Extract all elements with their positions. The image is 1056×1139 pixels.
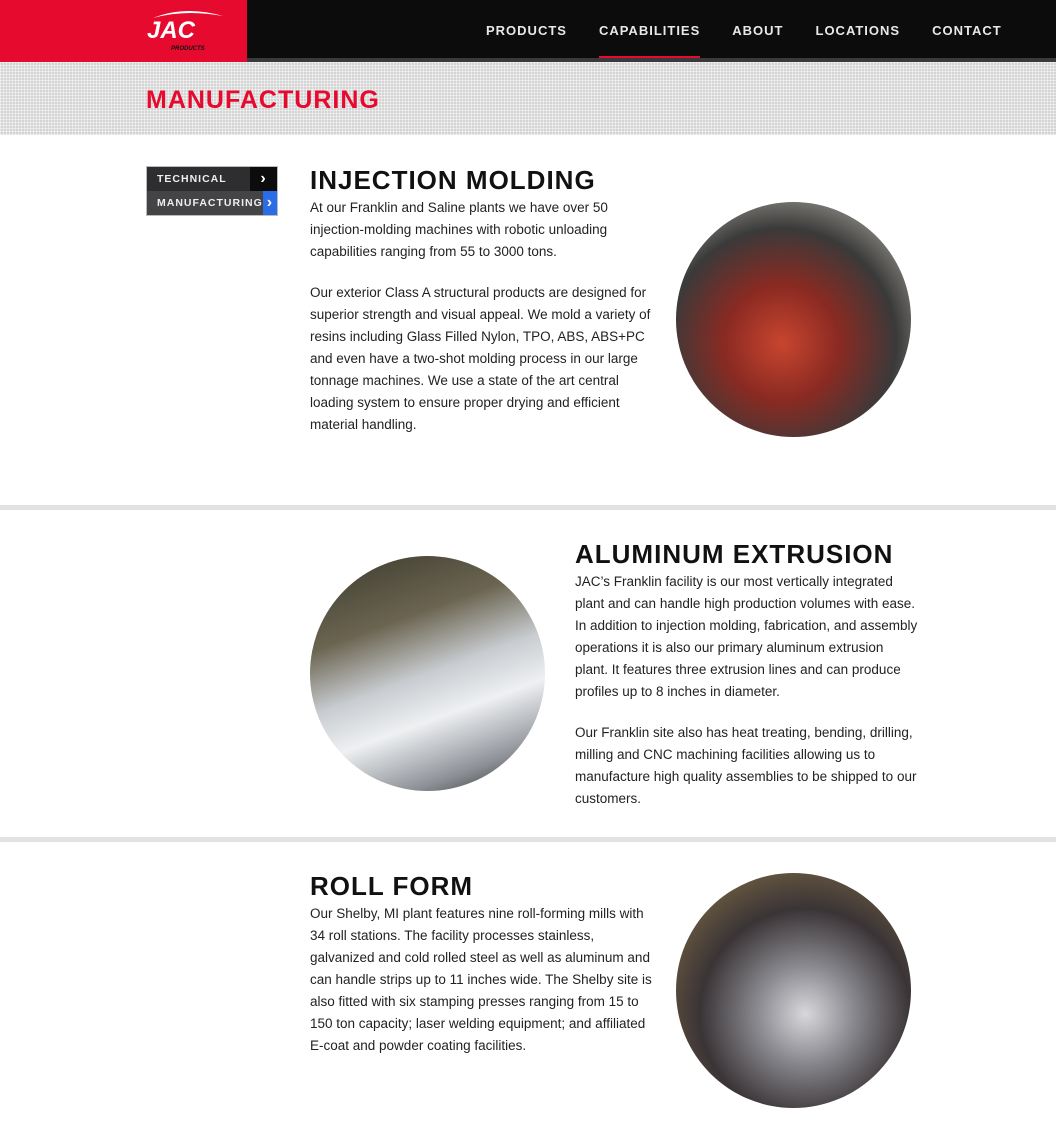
paragraph: Our exterior Class A structural products are designed for superior strength and visual appeal. We mold a variety of resins including Glass Filled Nylon, TPO, ABS, ABS+PC and even have a two-shot molding process in our large tonnage machines. We use a state of the art central loading system to ensure proper drying and efficient material handling. — [310, 285, 651, 432]
sidebar-item-label: TECHNICAL — [157, 173, 227, 185]
section-text-aluminum-extrusion — [575, 571, 920, 810]
svg-text:JAC: JAC — [147, 17, 196, 44]
nav-contact[interactable]: CONTACT — [932, 23, 1002, 38]
main-nav — [470, 0, 1018, 58]
section-title-aluminum-extrusion: ALUMINUM EXTRUSION — [575, 539, 894, 569]
aluminum-extrusion-image — [310, 556, 545, 791]
section-title-roll-form: ROLL FORM — [310, 871, 474, 901]
section-title-injection-molding: INJECTION MOLDING — [310, 165, 596, 195]
paragraph: At our Franklin and Saline plants we have over 50 injection-molding machines with robotic unloading capabilities ranging from 55 to 3000 tons. — [310, 200, 608, 259]
roll-form-image — [676, 873, 911, 1108]
section-divider — [0, 505, 1056, 510]
svg-text:PRODUCTS: PRODUCTS — [171, 46, 205, 52]
nav-products[interactable]: PRODUCTS — [486, 23, 567, 38]
paragraph: Our Shelby, MI plant features nine roll-forming mills with 34 roll stations. The facility processes stainless, galvanized and cold rolled steel as well as aluminum and can handle strips up to 11 inches wide. The Shelby site is also fitted with six stamping presses ranging from 15 to 150 ton capacity; laser welding equipment; and affiliated E-coat and powder coating facilities. — [310, 906, 652, 1053]
sidebar-item-manufacturing[interactable] — [147, 191, 277, 215]
sidebar-menu — [146, 166, 278, 216]
section-text-injection-molding — [310, 197, 655, 436]
nav-locations[interactable]: LOCATIONS — [815, 23, 901, 38]
nav-capabilities[interactable]: CAPABILITIES — [583, 0, 716, 58]
section-divider — [0, 837, 1056, 842]
paragraph: JAC’s Franklin facility is our most vertically integrated plant and can handle high production volumes with ease. In addition to injection molding, fabrication, and assembly operations it is also our primary aluminum extrusion plant. It features three extrusion lines and can produce profiles up to 8 inches in diameter. — [575, 574, 918, 699]
paragraph: Our Franklin site also has heat treating, bending, drilling, milling and CNC machining facilities allowing us to manufacture high quality assemblies to be shipped to our customers. — [575, 725, 917, 806]
injection-molding-image — [676, 202, 911, 437]
logo-link[interactable] — [0, 0, 247, 62]
chevron-right-icon: › — [263, 191, 277, 215]
sidebar-item-technical[interactable] — [147, 167, 277, 191]
jac-logo — [145, 8, 225, 54]
section-text-roll-form — [310, 903, 655, 1057]
page-title: MANUFACTURING — [146, 86, 380, 114]
chevron-right-icon: › — [250, 167, 277, 191]
sidebar-item-label: MANUFACTURING — [157, 197, 263, 209]
nav-about[interactable]: ABOUT — [732, 23, 784, 38]
